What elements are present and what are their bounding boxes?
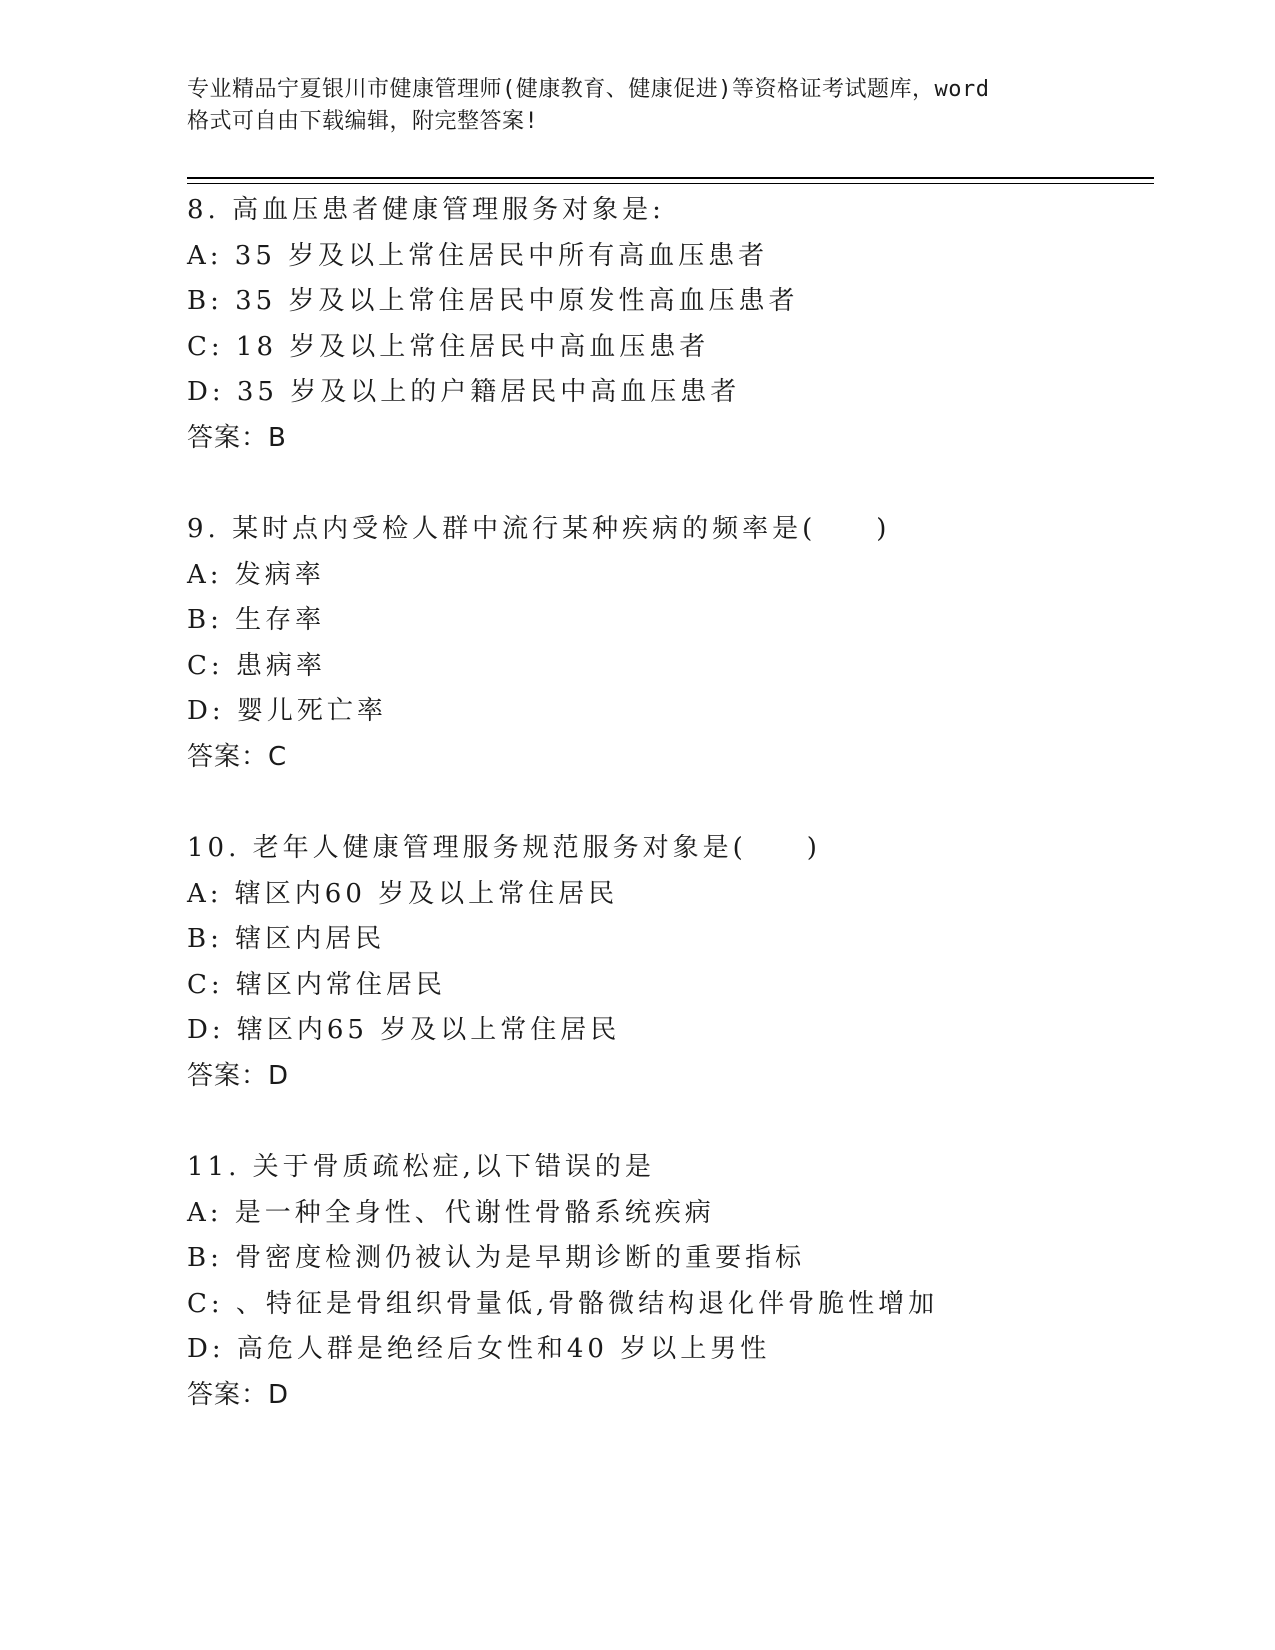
question-stem: 9. 某时点内受检人群中流行某种疾病的频率是( )	[187, 514, 891, 544]
option-a: A: 是一种全身性、代谢性骨骼系统疾病	[187, 1197, 715, 1228]
option-a: A: 35 岁及以上常住居民中所有高血压患者	[187, 240, 769, 271]
option-d: D: 婴儿死亡率	[187, 696, 387, 726]
option-d: D: 35 岁及以上的户籍居民中高血压患者	[187, 377, 741, 407]
answer: 答案：C	[187, 741, 288, 772]
header-line-2: 格式可自由下载编辑，附完整答案!	[187, 109, 539, 134]
option-d: D: 高危人群是绝经后女性和40 岁以上男性	[187, 1334, 771, 1364]
option-b: B: 辖区内居民	[187, 924, 386, 954]
header-line-1: 专业精品宁夏银川市健康管理师(健康教育、健康促进)等资格证考试题库，word	[187, 77, 990, 102]
option-b: B: 生存率	[187, 605, 326, 635]
question-list	[187, 188, 1147, 1464]
question-stem: 8. 高血压患者健康管理服务对象是:	[187, 195, 665, 225]
question-stem: 10. 老年人健康管理服务规范服务对象是( )	[187, 833, 821, 863]
question-8	[187, 188, 1147, 461]
header-divider-thick	[187, 177, 1154, 179]
question-11	[187, 1145, 1147, 1418]
answer: 答案：D	[187, 1379, 290, 1410]
option-a: A: 辖区内60 岁及以上常住居民	[187, 878, 619, 909]
option-a: A: 发病率	[187, 559, 325, 590]
option-b: B: 骨密度检测仍被认为是早期诊断的重要指标	[187, 1243, 806, 1273]
question-stem: 11. 关于骨质疏松症,以下错误的是	[187, 1152, 655, 1182]
option-c: C: 患病率	[187, 650, 326, 681]
question-10	[187, 826, 1147, 1099]
document-header	[187, 74, 1087, 138]
header-divider-thin	[187, 183, 1154, 184]
answer: 答案：B	[187, 422, 287, 453]
option-c: C: 、特征是骨组织骨量低,骨骼微结构退化伴骨脆性增加	[187, 1288, 939, 1319]
option-c: C: 18 岁及以上常住居民中高血压患者	[187, 331, 710, 362]
answer: 答案：D	[187, 1060, 290, 1091]
option-d: D: 辖区内65 岁及以上常住居民	[187, 1015, 621, 1045]
option-b: B: 35 岁及以上常住居民中原发性高血压患者	[187, 286, 799, 316]
option-c: C: 辖区内常住居民	[187, 969, 446, 1000]
question-9	[187, 507, 1147, 780]
